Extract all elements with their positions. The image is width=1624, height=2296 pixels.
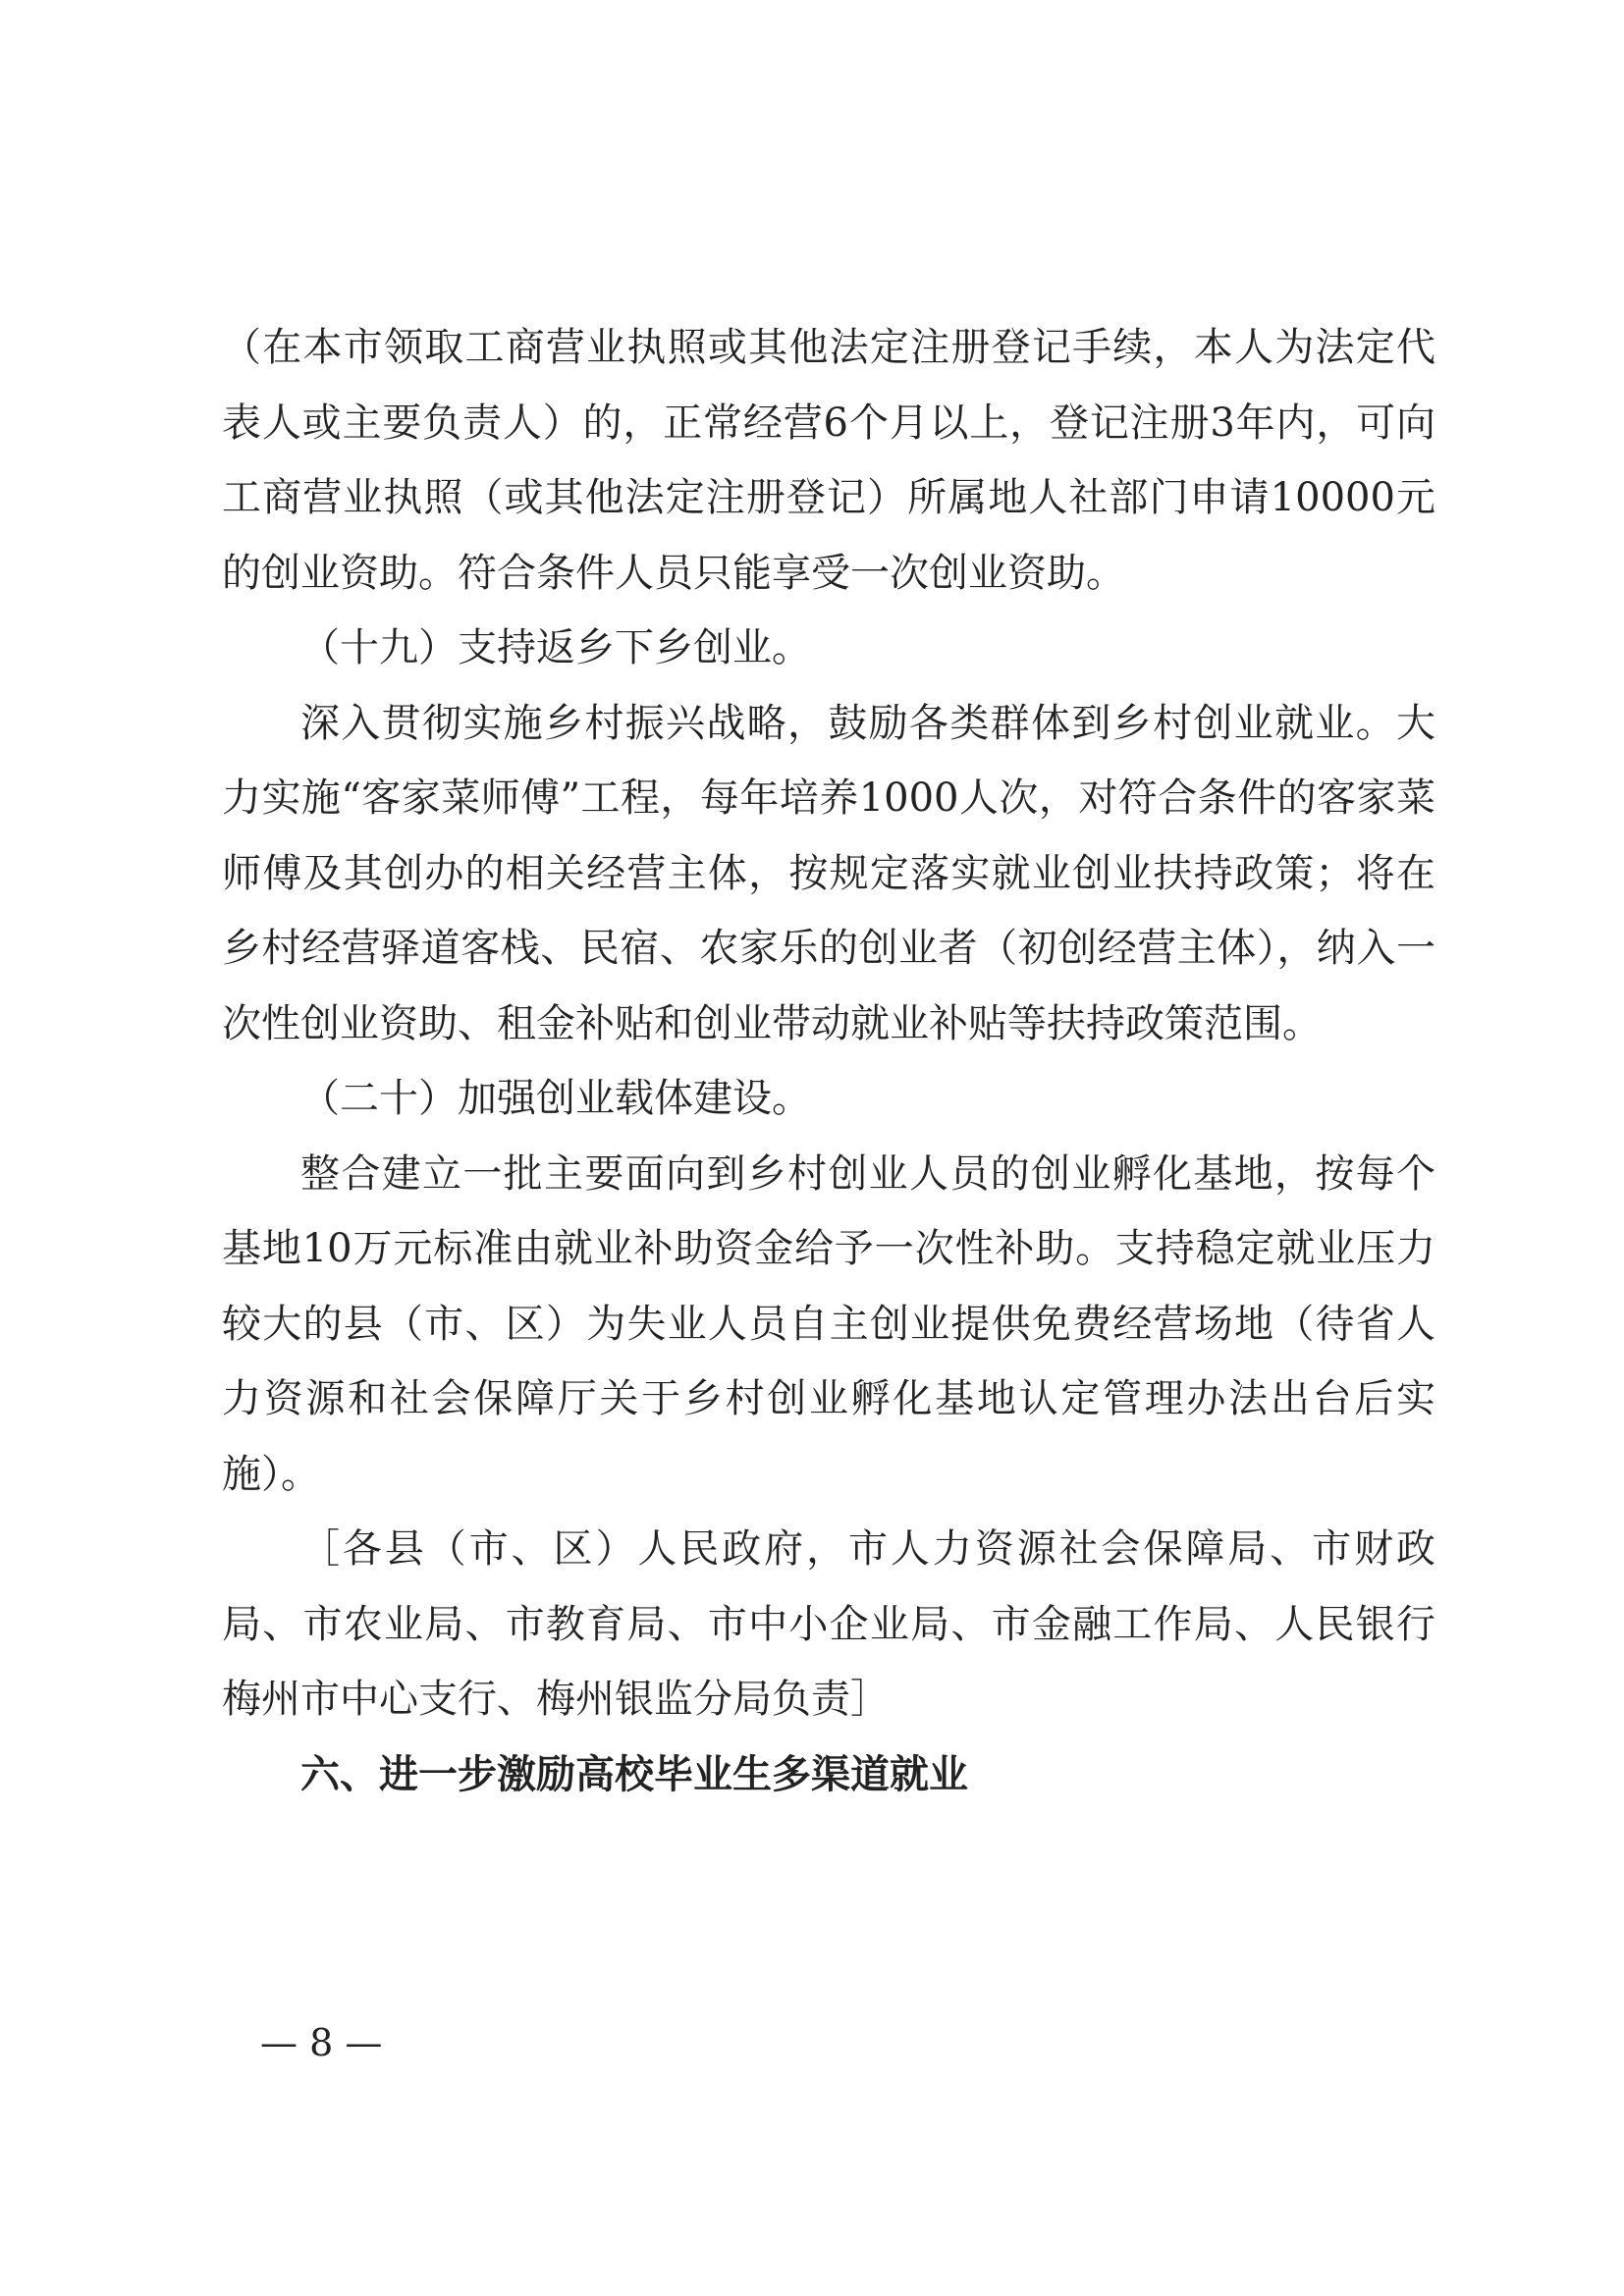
paragraph-incubation-bases: 整合建立一批主要面向到乡村创业人员的创业孵化基地，按每个基地10万元标准由就业补助资金给予一次性补助。支持稳定就业压力较大的县（市、区）为失业人员自主创业提供免费经营场地（待省人力资源和社会保障厅关于乡村创业孵化基地认定管理办法出台后实施）。 <box>222 1150 1435 1497</box>
document-body <box>222 310 1435 1812</box>
subsection-heading-20: （二十）加强创业载体建设。 <box>300 1076 811 1121</box>
paragraph-continuation: （在本市领取工商营业执照或其他法定注册登记手续，本人为法定代表人或主要负责人）的，正常经营6个月以上，登记注册3年内，可向工商营业执照（或其他法定注册登记）所属地人社部门申请10000元的创业资助。符合条件人员只能享受一次创业资助。 <box>222 325 1435 596</box>
page-number: — 8 — <box>260 2021 383 2064</box>
subsection-heading-19: （十九）支持返乡下乡创业。 <box>300 625 811 670</box>
section-heading-6: 六、进一步激励高校毕业生多渠道就业 <box>300 1751 968 1797</box>
paragraph-rural-entrepreneurship: 深入贯彻实施乡村振兴战略，鼓励各类群体到乡村创业就业。大力实施“客家菜师傅”工程，每年培养1000人次，对符合条件的客家菜师傅及其创办的相关经营主体，按规定落实就业创业扶持政策；将在乡村经营驿道客栈、民宿、农家乐的创业者（初创经营主体），纳入一次性创业资助、租金补贴和创业带动就业补贴等扶持政策范围。 <box>222 700 1435 1046</box>
responsible-departments: ［各县（市、区）人民政府，市人力资源社会保障局、市财政局、市农业局、市教育局、市中小企业局、市金融工作局、人民银行梅州市中心支行、梅州银监分局负责］ <box>222 1526 1435 1722</box>
